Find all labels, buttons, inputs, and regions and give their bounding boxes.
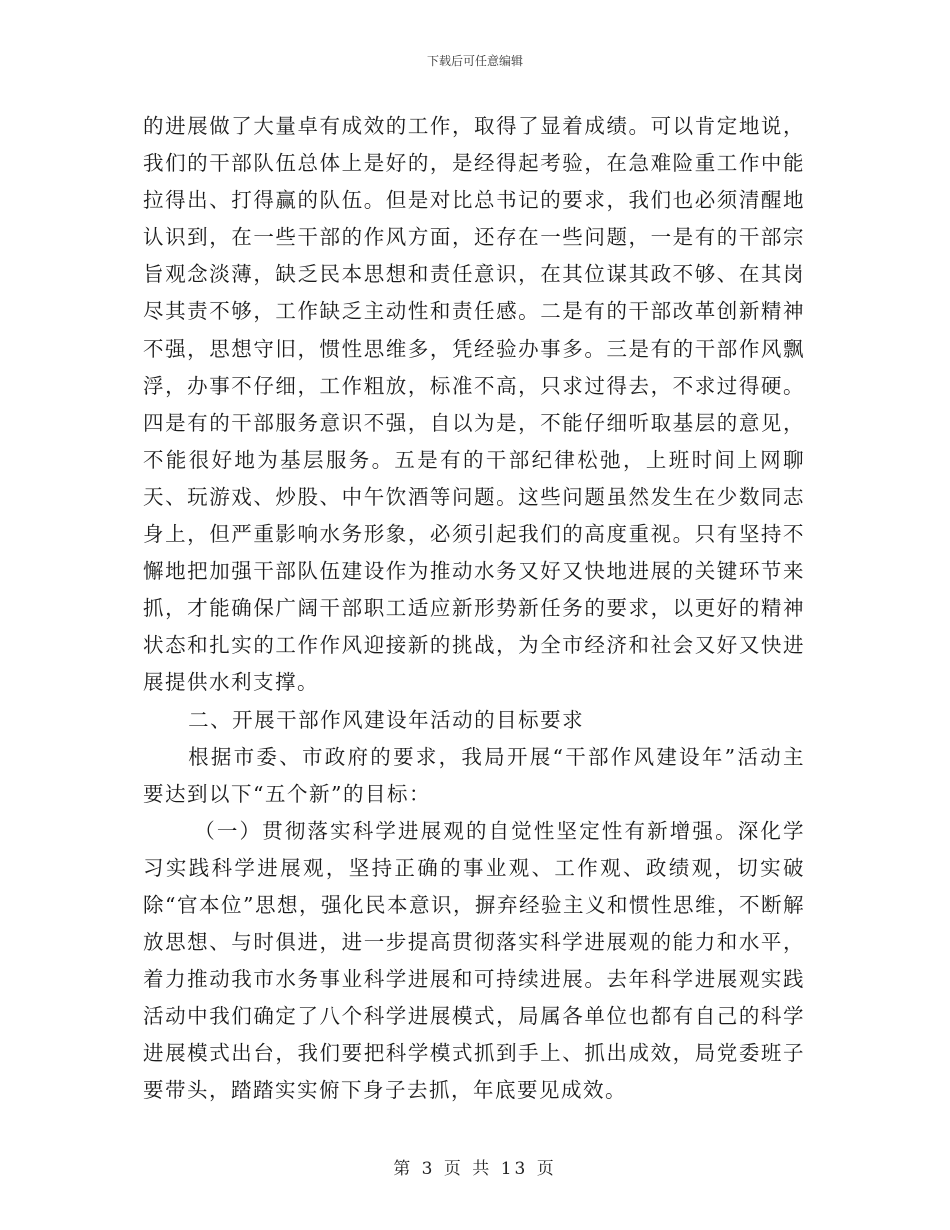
document-body xyxy=(143,108,805,1110)
section-heading: 二、开展干部作风建设年活动的目标要求 xyxy=(188,707,585,732)
page-header: 下载后可任意编辑 xyxy=(426,54,523,68)
paragraph-intro: 根据市委、市政府的要求，我局开展“干部作风建设年”活动主要达到以下“五个新”的目标： xyxy=(143,744,805,806)
paragraph-item-1: （一）贯彻落实科学进展观的自觉性坚定性有新增强。深化学习实践科学进展观，坚持正确的事业观、工作观、政绩观，切实破除“官本位”思想，强化民本意识，摒弃经验主义和惯性思维，不断解放思想、与时俱进，进一步提高贯彻落实科学进展观的能力和水平，着力推动我市水务事业科学进展和可持续进展。去年科学进展观实践活动中我们确定了八个科学进展模式，局属各单位也都有自己的科学进展模式出台，我们要把科学模式抓到手上、抓出成效，局党委班子要带头，踏踏实实俯下身子去抓，年底要见成效。 xyxy=(143,818,805,1103)
paragraph-continuation: 的进展做了大量卓有成效的工作，取得了显着成绩。可以肯定地说，我们的干部队伍总体上是好的，是经得起考验，在急难险重工作中能拉得出、打得赢的队伍。但是对比总书记的要求，我们也必须清醒地认识到，在一些干部的作风方面，还存在一些问题，一是有的干部宗旨观念淡薄，缺乏民本思想和责任意识，在其位谋其政不够、在其岗尽其责不够，工作缺乏主动性和责任感。二是有的干部改革创新精神不强，思想守旧，惯性思维多，凭经验办事多。三是有的干部作风飘浮，办事不仔细，工作粗放，标准不高，只求过得去，不求过得硬。四是有的干部服务意识不强，自以为是，不能仔细听取基层的意见，不能很好地为基层服务。五是有的干部纪律松弛，上班时间上网聊天、玩游戏、炒股、中午饮酒等问题。这些问题虽然发生在少数同志身上，但严重影响水务形象，必须引起我们的高度重视。只有坚持不懈地把加强干部队伍建设作为推动水务又好又快地进展的关键环节来抓，才能确保广阔干部职工适应新形势新任务的要求，以更好的精神状态和扎实的工作作风迎接新的挑战，为全市经济和社会又好又快进展提供水利支撑。 xyxy=(143,114,805,695)
page-footer: 第 3 页 共 13 页 xyxy=(393,1159,557,1179)
